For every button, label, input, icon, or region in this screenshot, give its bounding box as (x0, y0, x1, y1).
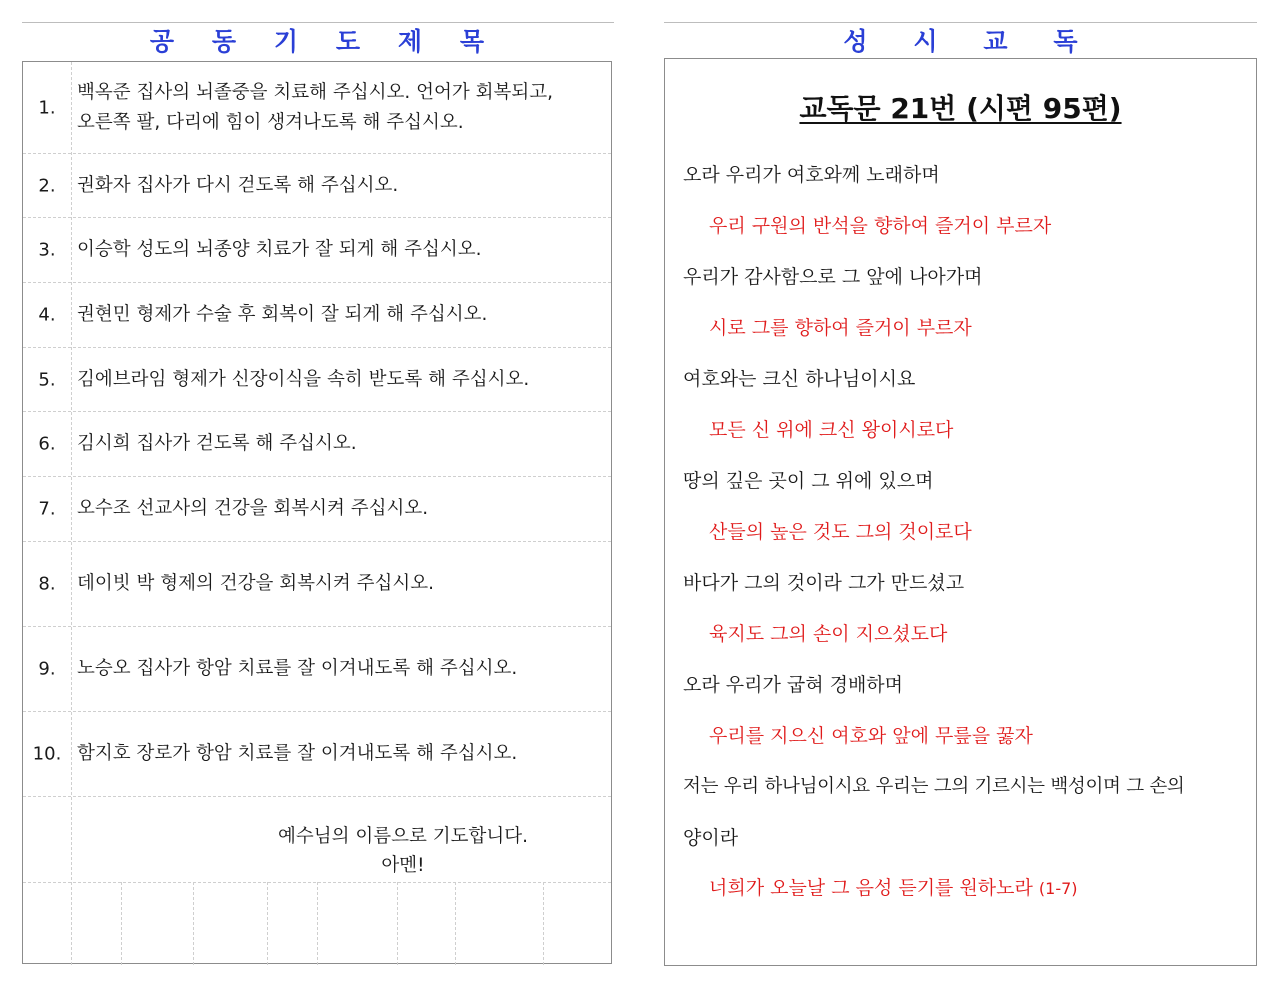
prayer-number: 4. (38, 304, 56, 326)
heading-char: 공 (149, 27, 175, 56)
leader-line: 바다가 그의 것이라 그가 만드셨고 (683, 572, 965, 594)
heading-char: 독 (1053, 27, 1078, 56)
prayer-item (23, 62, 611, 154)
prayer-text: 권현민 형제가 수술 후 회복이 잘 되게 해 주십시오. (77, 304, 488, 325)
prayer-text-line: 오른쪽 팔, 다리에 힘이 생겨나도록 해 주십시오. (77, 111, 464, 133)
prayer-number: 8. (38, 573, 56, 595)
prayer-text: 오수조 선교사의 건강을 회복시켜 주십시오. (77, 498, 429, 519)
prayer-item (23, 283, 611, 348)
leader-line: 땅의 깊은 곳이 그 위에 있으며 (683, 470, 934, 492)
prayer-item (23, 154, 611, 218)
heading-char: 동 (211, 27, 237, 56)
response-line: 모든 신 위에 크신 왕이시로다 (709, 419, 954, 441)
responsive-reading-panel (664, 58, 1257, 966)
prayer-list-panel (22, 61, 612, 964)
prayer-text: 권화자 집사가 다시 걷도록 해 주십시오. (77, 174, 399, 196)
prayer-number: 5. (38, 369, 56, 390)
prayer-item (23, 348, 611, 412)
prayer-item (23, 542, 611, 627)
leader-line: 우리가 감사함으로 그 앞에 나아가며 (683, 266, 983, 288)
heading-char: 기 (273, 27, 299, 56)
prayer-text: 데이빗 박 형제의 건강을 회복시켜 주십시오. (77, 573, 434, 594)
grid-divider (317, 882, 318, 965)
reading-title (665, 87, 1256, 127)
response-line (709, 874, 1248, 903)
leader-line: 양이라 (683, 827, 739, 849)
response-line: 우리 구원의 반석을 향하여 즐거이 부르자 (709, 215, 1052, 237)
leader-line: 오라 우리가 여호와께 노래하며 (683, 164, 940, 186)
heading-char: 시 (913, 27, 938, 56)
grid-divider (121, 882, 122, 965)
grid-divider (397, 882, 398, 965)
reading-title-text: 교독문 21번 (시편 95편) (799, 92, 1122, 125)
prayer-text: 이승학 성도의 뇌종양 치료가 잘 되게 해 주십시오. (77, 239, 482, 260)
responsive-reading-heading (664, 22, 1257, 58)
prayer-item (23, 412, 611, 477)
heading-char: 성 (843, 27, 868, 56)
prayer-number: 6. (38, 433, 56, 455)
verse-reference: (1-7) (1038, 879, 1078, 898)
response-line: 시로 그를 향하여 즐거이 부르자 (709, 317, 972, 339)
prayer-item (23, 218, 611, 283)
heading-char: 교 (983, 27, 1008, 56)
amen-line: 아멘! (381, 855, 425, 876)
heading-char: 도 (335, 27, 361, 56)
closing-line: 예수님의 이름으로 기도합니다. (278, 826, 528, 847)
empty-grid-area (23, 882, 611, 963)
leader-line: 오라 우리가 굽혀 경배하며 (683, 674, 904, 696)
prayer-text: 노승오 집사가 항암 치료를 잘 이겨내도록 해 주십시오. (77, 658, 518, 679)
prayer-number: 1. (38, 97, 56, 118)
heading-char: 제 (397, 27, 423, 56)
heading-char: 목 (459, 27, 485, 56)
prayer-number: 10. (32, 743, 62, 765)
prayer-text-line: 백옥준 집사의 뇌졸중을 치료해 주십시오. 언어가 회복되고, (77, 81, 553, 103)
prayer-list-heading (22, 22, 612, 58)
response-line: 육지도 그의 손이 지으셨도다 (709, 623, 948, 645)
closing-prayer (273, 822, 533, 880)
grid-divider (71, 882, 72, 965)
prayer-item (23, 712, 611, 797)
grid-divider (455, 882, 456, 965)
leader-line: 저는 우리 하나님이시요 우리는 그의 기르시는 백성이며 그 손의 (683, 776, 1185, 797)
response-line: 산들의 높은 것도 그의 것이로다 (709, 521, 972, 543)
prayer-number: 9. (38, 658, 56, 680)
prayer-number: 3. (38, 239, 56, 261)
prayer-number: 7. (38, 498, 56, 520)
grid-divider (543, 882, 544, 965)
response-line: 우리를 지으신 여호와 앞에 무릎을 꿇자 (709, 725, 1033, 747)
prayer-text: 김시희 집사가 걷도록 해 주십시오. (77, 433, 357, 454)
leader-line: 여호와는 크신 하나님이시요 (683, 368, 916, 390)
prayer-number: 2. (38, 175, 56, 196)
response-text: 너희가 오늘날 그 음성 듣기를 원하노라 (709, 877, 1033, 899)
prayer-item (23, 477, 611, 542)
grid-divider (193, 882, 194, 965)
grid-divider (267, 882, 268, 965)
prayer-text: 함지호 장로가 항암 치료를 잘 이겨내도록 해 주십시오. (77, 743, 518, 764)
prayer-text (77, 78, 599, 138)
prayer-text: 김에브라임 형제가 신장이식을 속히 받도록 해 주십시오. (77, 368, 530, 390)
prayer-item (23, 627, 611, 712)
